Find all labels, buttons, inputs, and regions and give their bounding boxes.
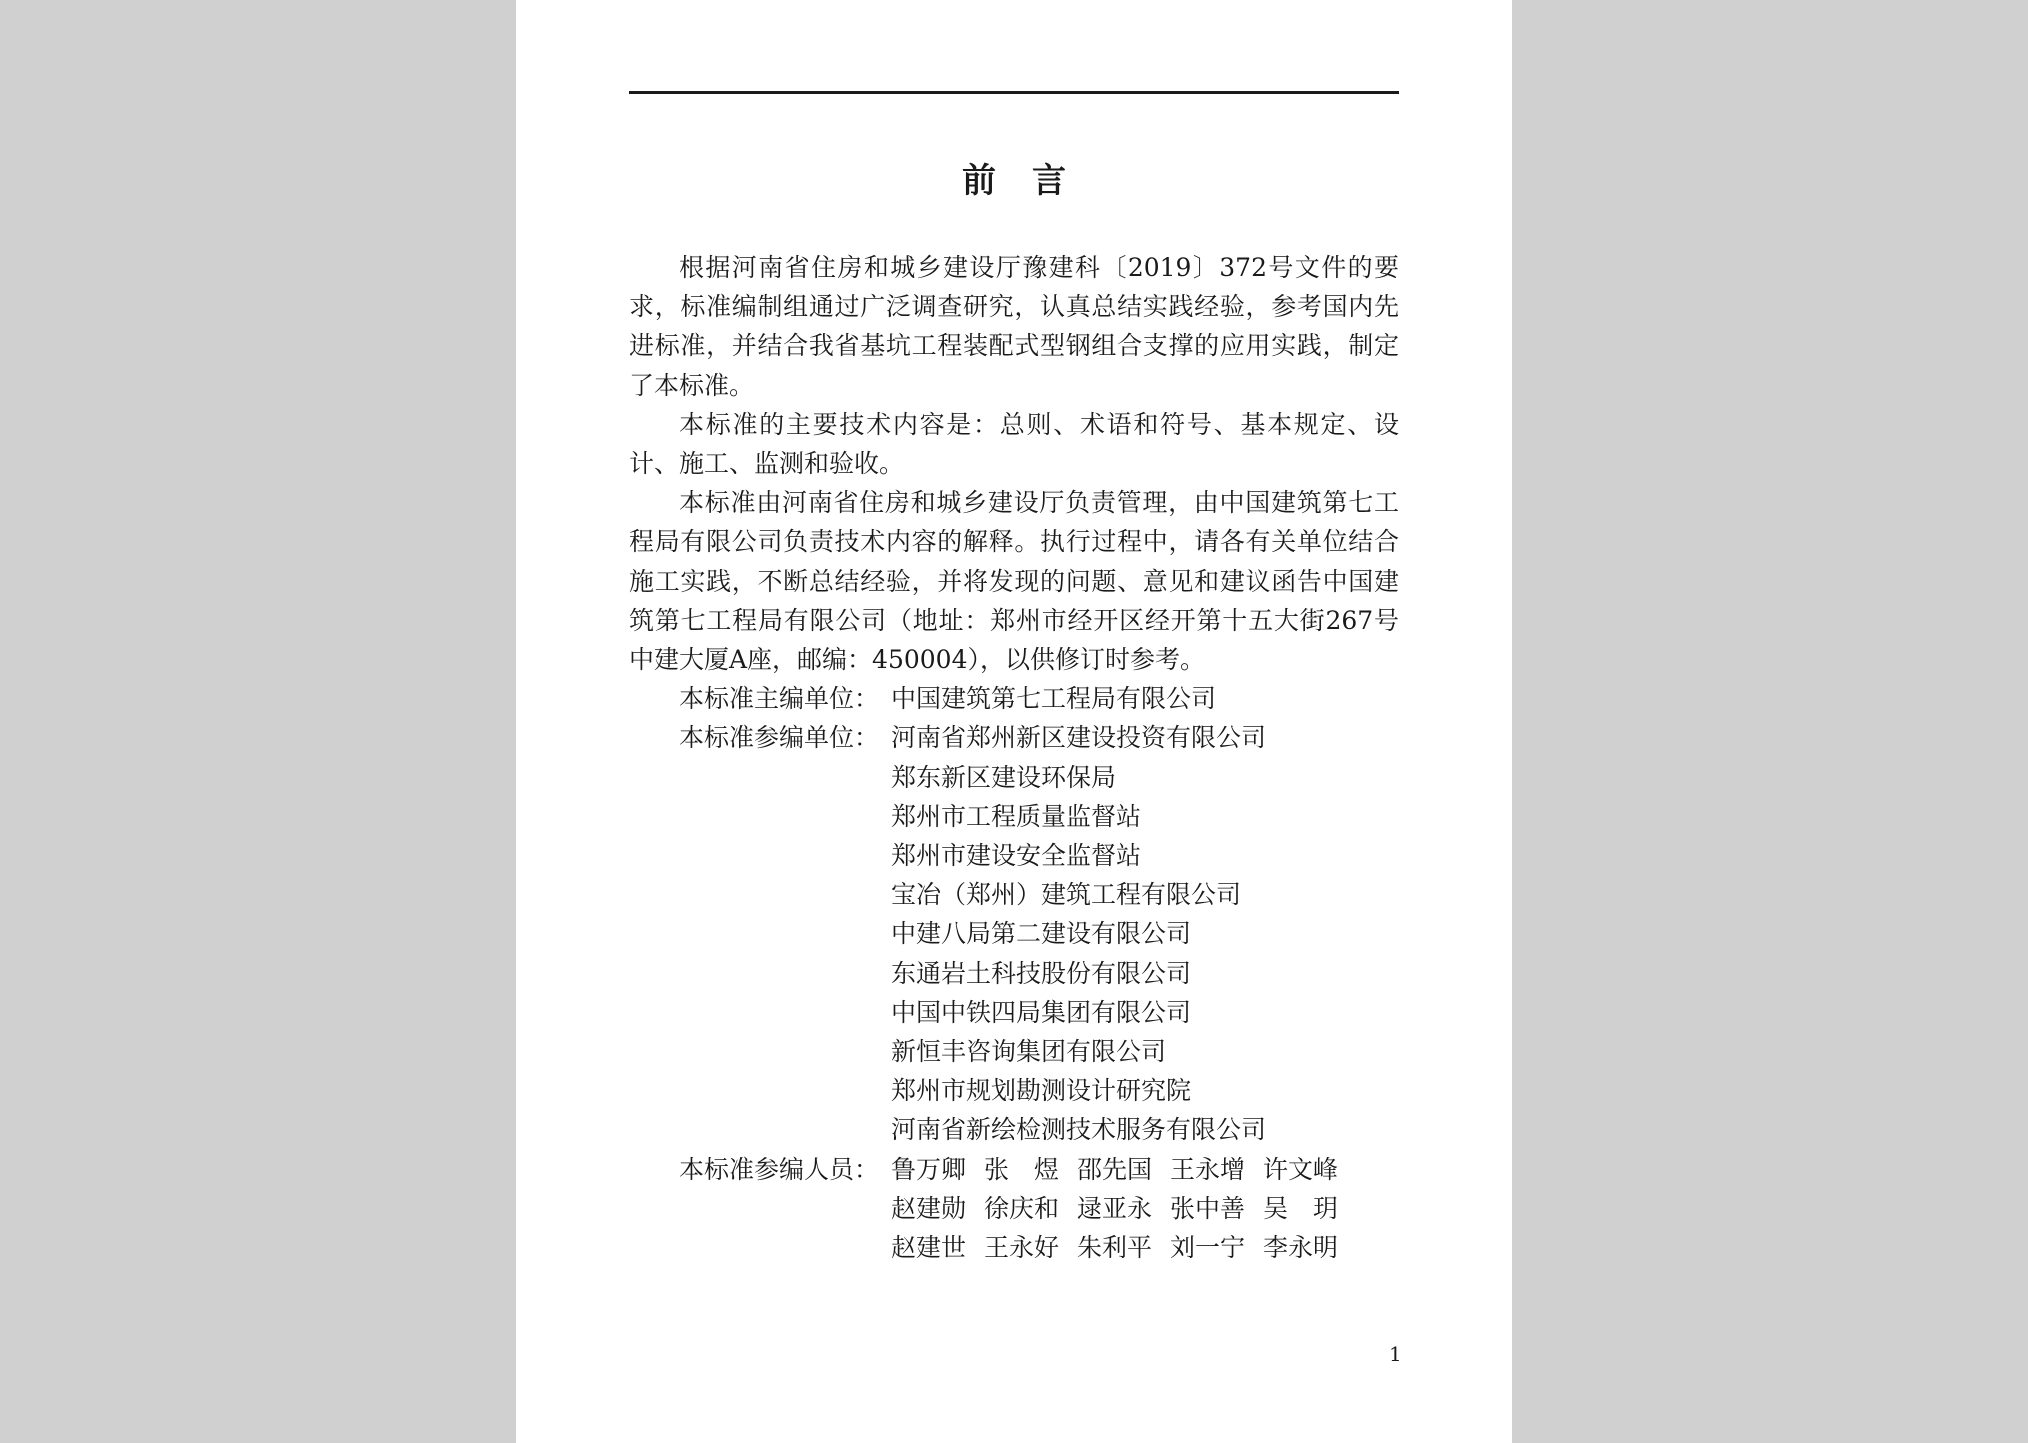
participant-name: 王永好	[984, 1233, 1060, 1263]
document-body	[629, 248, 1399, 1267]
participant-unit: 河南省郑州新区建设投资有限公司	[891, 723, 1267, 753]
participant-name: 许文峰	[1263, 1154, 1339, 1184]
participant-unit: 郑州市建设安全监督站	[891, 841, 1142, 871]
chief-unit-row	[629, 679, 1399, 718]
paragraph-basis: 根据河南省住房和城乡建设厅豫建科〔2019〕372号文件的要求，标准编制组通过广泛调查研究，认真总结实践经验，参考国内先进标准，并结合我省基坑工程装配式型钢组合支撑的应用实践，制定了本标准。	[629, 253, 1399, 400]
page-title: 前言	[962, 161, 1102, 201]
participant-name: 吴 玥	[1263, 1193, 1339, 1223]
paragraph-content: 本标准的主要技术内容是：总则、术语和符号、基本规定、设计、施工、监测和验收。	[629, 409, 1399, 479]
participant-name: 邵先国	[1077, 1154, 1153, 1184]
document-page	[516, 0, 1512, 1443]
participant-name: 张中善	[1170, 1193, 1246, 1223]
chief-unit: 中国建筑第七工程局有限公司	[891, 684, 1217, 714]
participant-name: 张 煜	[984, 1154, 1060, 1184]
participant-unit: 中建八局第二建设有限公司	[891, 919, 1192, 949]
participant-unit: 宝冶（郑州）建筑工程有限公司	[891, 880, 1242, 910]
participant-unit: 郑东新区建设环保局	[891, 762, 1117, 792]
participants-list	[891, 1150, 1356, 1268]
participants-line	[891, 1189, 1356, 1228]
paragraph-management: 本标准由河南省住房和城乡建设厅负责管理，由中国建筑第七工程局有限公司负责技术内容的解释。执行过程中，请各有关单位结合施工实践，不断总结经验，并将发现的问题、意见和建议函告中国建筑第七工程局有限公司（地址：郑州市经开区经开第十五大街267号中建大厦A座，邮编：450004），以供修订时参考。	[629, 488, 1399, 675]
participant-name: 朱利平	[1077, 1233, 1153, 1263]
participant-units-list	[891, 718, 1266, 1149]
participant-unit: 东通岩土科技股份有限公司	[891, 958, 1192, 988]
participant-name: 赵建世	[891, 1233, 967, 1263]
page-number: 1	[1389, 1342, 1402, 1366]
participant-unit: 河南省新绘检测技术服务有限公司	[891, 1115, 1267, 1145]
participant-name: 李永明	[1263, 1233, 1339, 1263]
participant-units-label: 本标准参编单位：	[679, 723, 880, 753]
participant-name: 鲁万卿	[891, 1154, 967, 1184]
participant-units-row	[629, 718, 1399, 1149]
participant-unit: 中国中铁四局集团有限公司	[891, 997, 1192, 1027]
participants-label: 本标准参编人员：	[679, 1154, 880, 1184]
participant-unit: 郑州市规划勘测设计研究院	[891, 1076, 1192, 1106]
participant-name: 赵建勋	[891, 1193, 967, 1223]
participant-unit: 新恒丰咨询集团有限公司	[891, 1037, 1167, 1067]
participants-line	[891, 1228, 1356, 1267]
participants-line	[891, 1150, 1356, 1189]
participants-row	[629, 1150, 1399, 1268]
participant-name: 王永增	[1170, 1154, 1246, 1184]
header-rule	[629, 91, 1399, 94]
participant-name: 徐庆和	[984, 1193, 1060, 1223]
participant-name: 逯亚永	[1077, 1193, 1153, 1223]
participant-name: 刘一宁	[1170, 1233, 1246, 1263]
chief-unit-label: 本标准主编单位：	[679, 684, 880, 714]
participant-unit: 郑州市工程质量监督站	[891, 801, 1142, 831]
